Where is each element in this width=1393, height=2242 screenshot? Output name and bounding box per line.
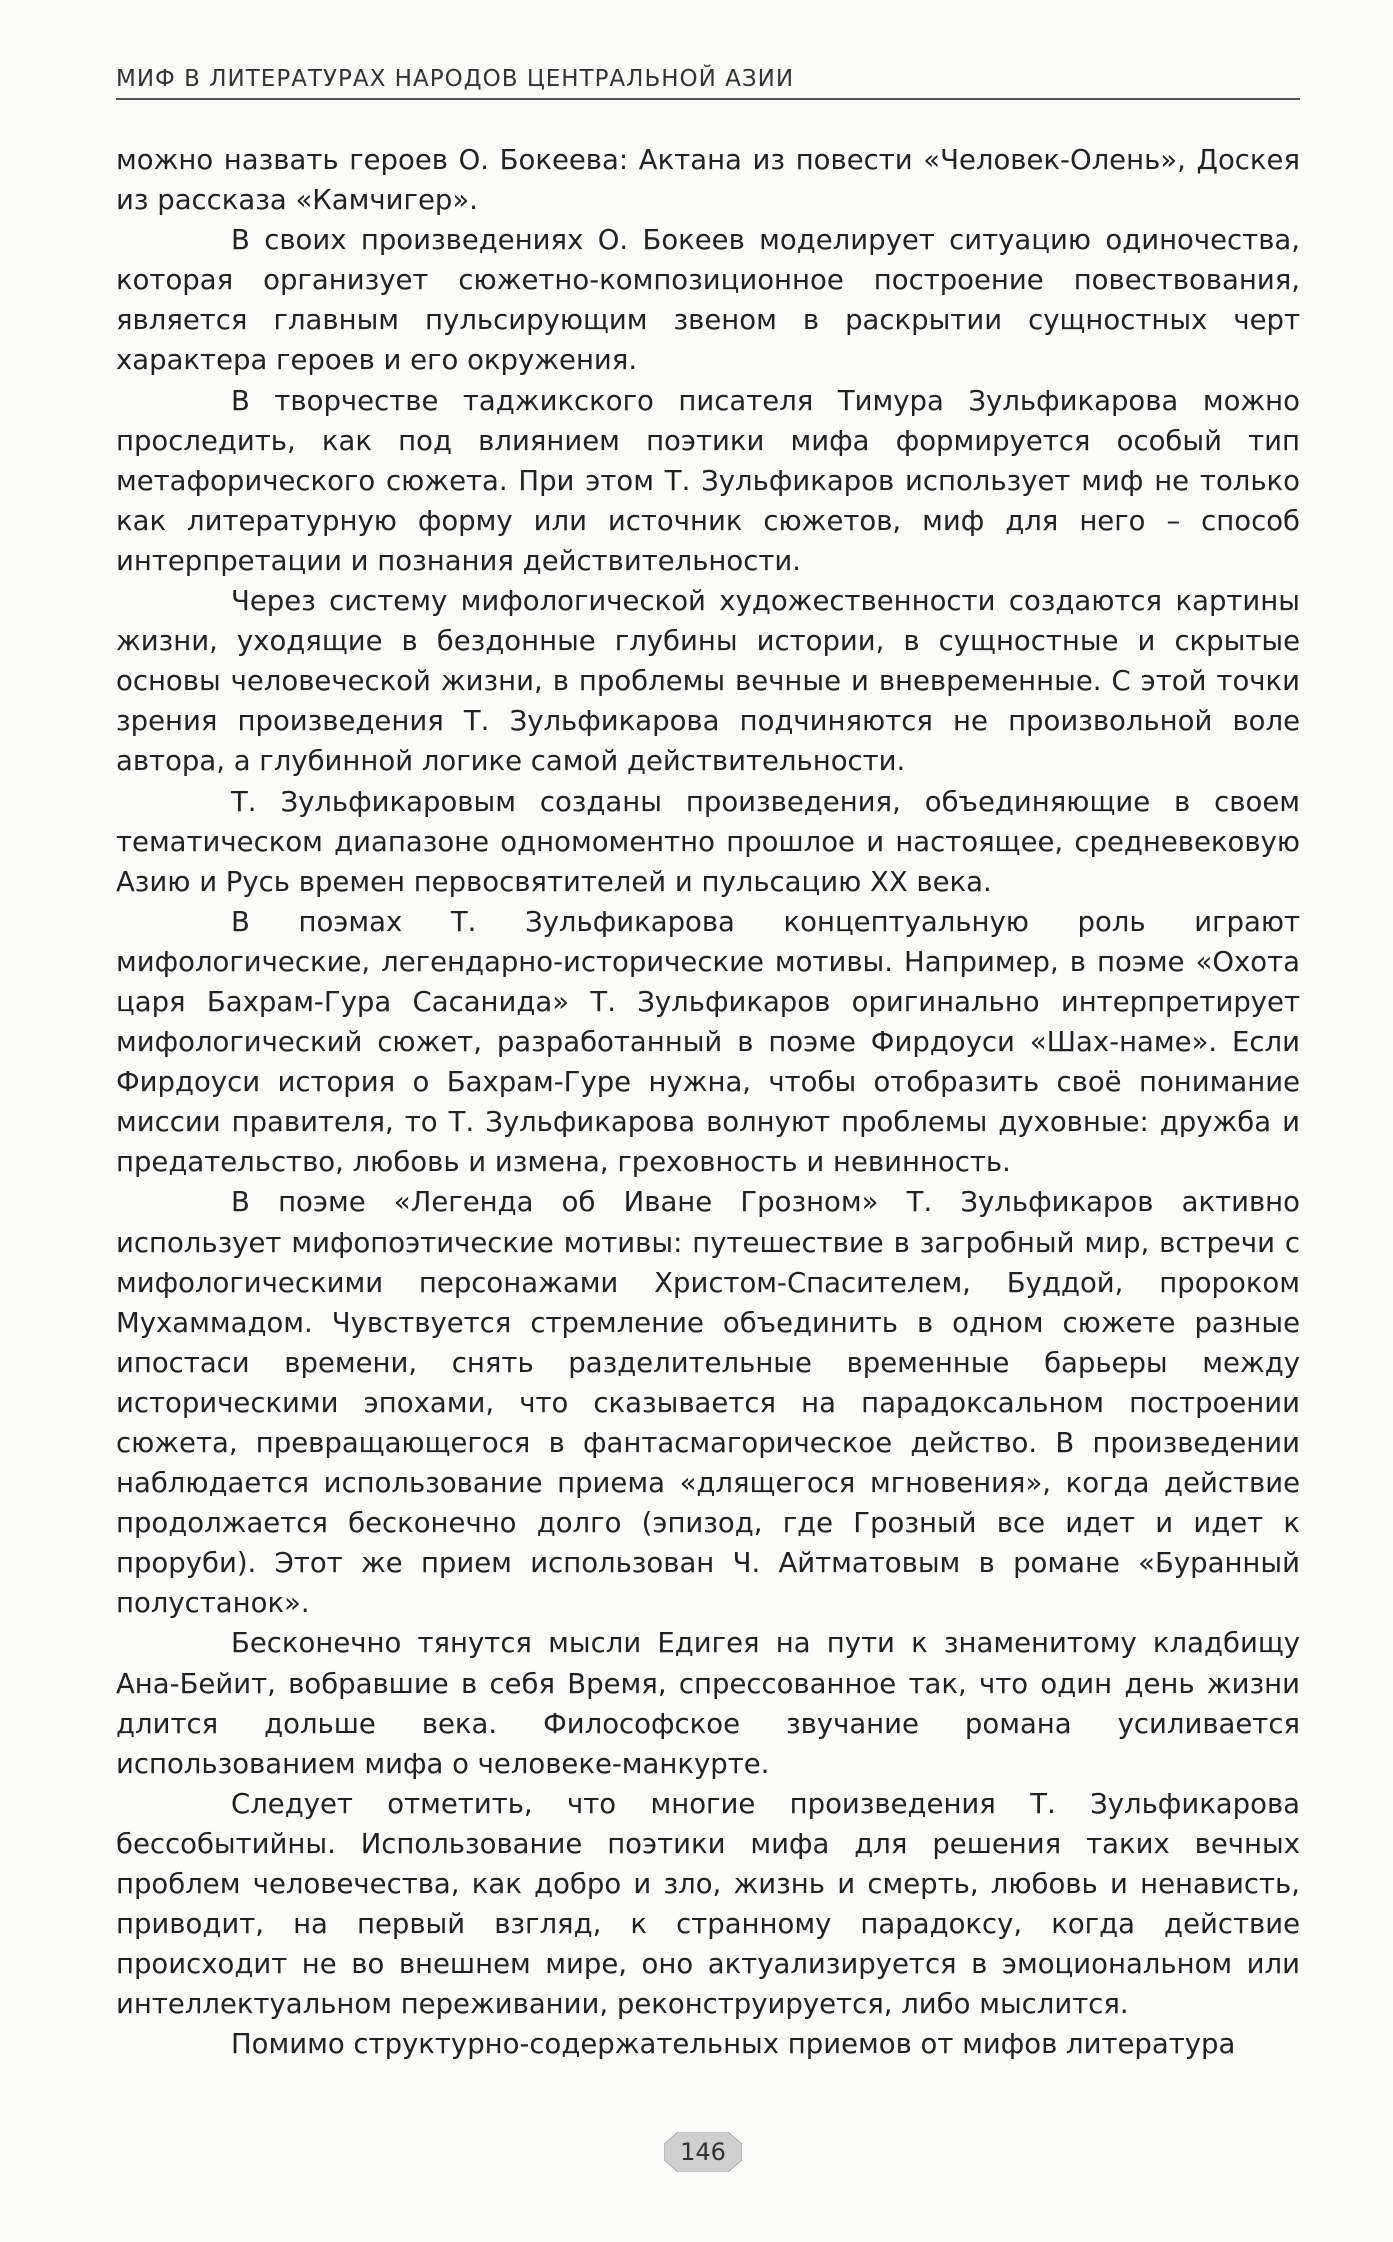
paragraph: Следует отметить, что многие произведения Т. Зульфикарова бессобытийны. Использование поэтики мифа для решения таких вечных проблем человечества, как добро и зло, жизнь и смерть, любовь и ненависть, приводит, на первый взгляд, к странному парадоксу, когда действие происходит не во внешнем мире, оно актуализируется в эмоциональном или интеллектуальном переживании, реконструируется, либо мыслится. <box>116 1787 1300 2021</box>
paragraph: Помимо структурно-содержательных приемов от мифов литература <box>231 2028 1236 2061</box>
paragraph: можно назвать героев О. Бокеева: Актана из повести «Человек-Олень», Доскея из рассказа «Камчигер». <box>116 144 1300 217</box>
paragraph: В поэмах Т. Зульфикарова концептуальную роль играют мифологические, легендарно-исторические мотивы. Например, в поэме «Охота царя Бахрам-Гура Сасанида» Т. Зульфикаров оригинально интерпретирует мифологический сюжет, разработанный в поэме Фирдоуси «Шах-наме». Если Фирдоуси история о Бахрам-Гуре нужна, чтобы отобразить своё понимание миссии правителя, то Т. Зульфикарова волнуют проблемы духовные: дружба и предательство, любовь и измена, греховность и невинность. <box>116 905 1300 1179</box>
paragraph: Т. Зульфикаровым созданы произведения, объединяющие в своем тематическом диапазоне одномоментно прошлое и настоящее, средневековую Азию и Русь времен первосвятителей и пульсацию XX века. <box>116 785 1300 898</box>
page-number: 146 <box>680 2138 726 2166</box>
paragraph: В творчестве таджикского писателя Тимура Зульфикарова можно проследить, как под влиянием поэтики мифа формируется особый тип метафорического сюжета. При этом Т. Зульфикаров использует миф не только как литературную форму или источник сюжетов, миф для него – способ интерпретации и познания действительности. <box>116 384 1300 577</box>
paragraph: Через систему мифологической художественности создаются картины жизни, уходящие в бездонные глубины истории, в сущностные и скрытые основы человеческой жизни, в проблемы вечные и вневременные. С этой точки зрения произведения Т. Зульфикарова подчиняются не произвольной воле автора, а глубинной логике самой действительности. <box>116 585 1300 778</box>
page-number-badge <box>664 2132 742 2172</box>
paragraph: Бесконечно тянутся мысли Едигея на пути к знаменитому кладбищу Ана-Бейит, вобравшие в себя Время, спрессованное так, что один день жизни длится дольше века. Философское звучание романа усиливается использованием мифа о человеке-манкурте. <box>116 1627 1300 1780</box>
running-title: МИФ В ЛИТЕРАТУРАХ НАРОДОВ ЦЕНТРАЛЬНОЙ АЗИИ <box>116 66 795 92</box>
running-header <box>116 64 1300 100</box>
paragraph: В поэме «Легенда об Иване Грозном» Т. Зульфикаров активно использует мифопоэтические мотивы: путешествие в загробный мир, встречи с мифологическими персонажами Христом-Спасителем, Буддой, пророком Мухаммадом. Чувствуется стремление объединить в одном сюжете разные ипостаси времени, снять разделительные временные барьеры между историческими эпохами, что сказывается на парадоксальном построении сюжета, превращающегося в фантасмагорическое действо. В произведении наблюдается использование приема «длящегося мгновения», когда действие продолжается бесконечно долго (эпизод, где Грозный все идет и идет к проруби). Этот же прием использован Ч. Айтматовым в романе «Буранный полустанок». <box>116 1186 1300 1620</box>
body-text <box>116 140 1300 2065</box>
paragraph: В своих произведениях О. Бокеев моделирует ситуацию одиночества, которая организует сюжетно-композиционное построение повествования, является главным пульсирующим звеном в раскрытии сущностных черт характера героев и его окружения. <box>116 224 1300 377</box>
